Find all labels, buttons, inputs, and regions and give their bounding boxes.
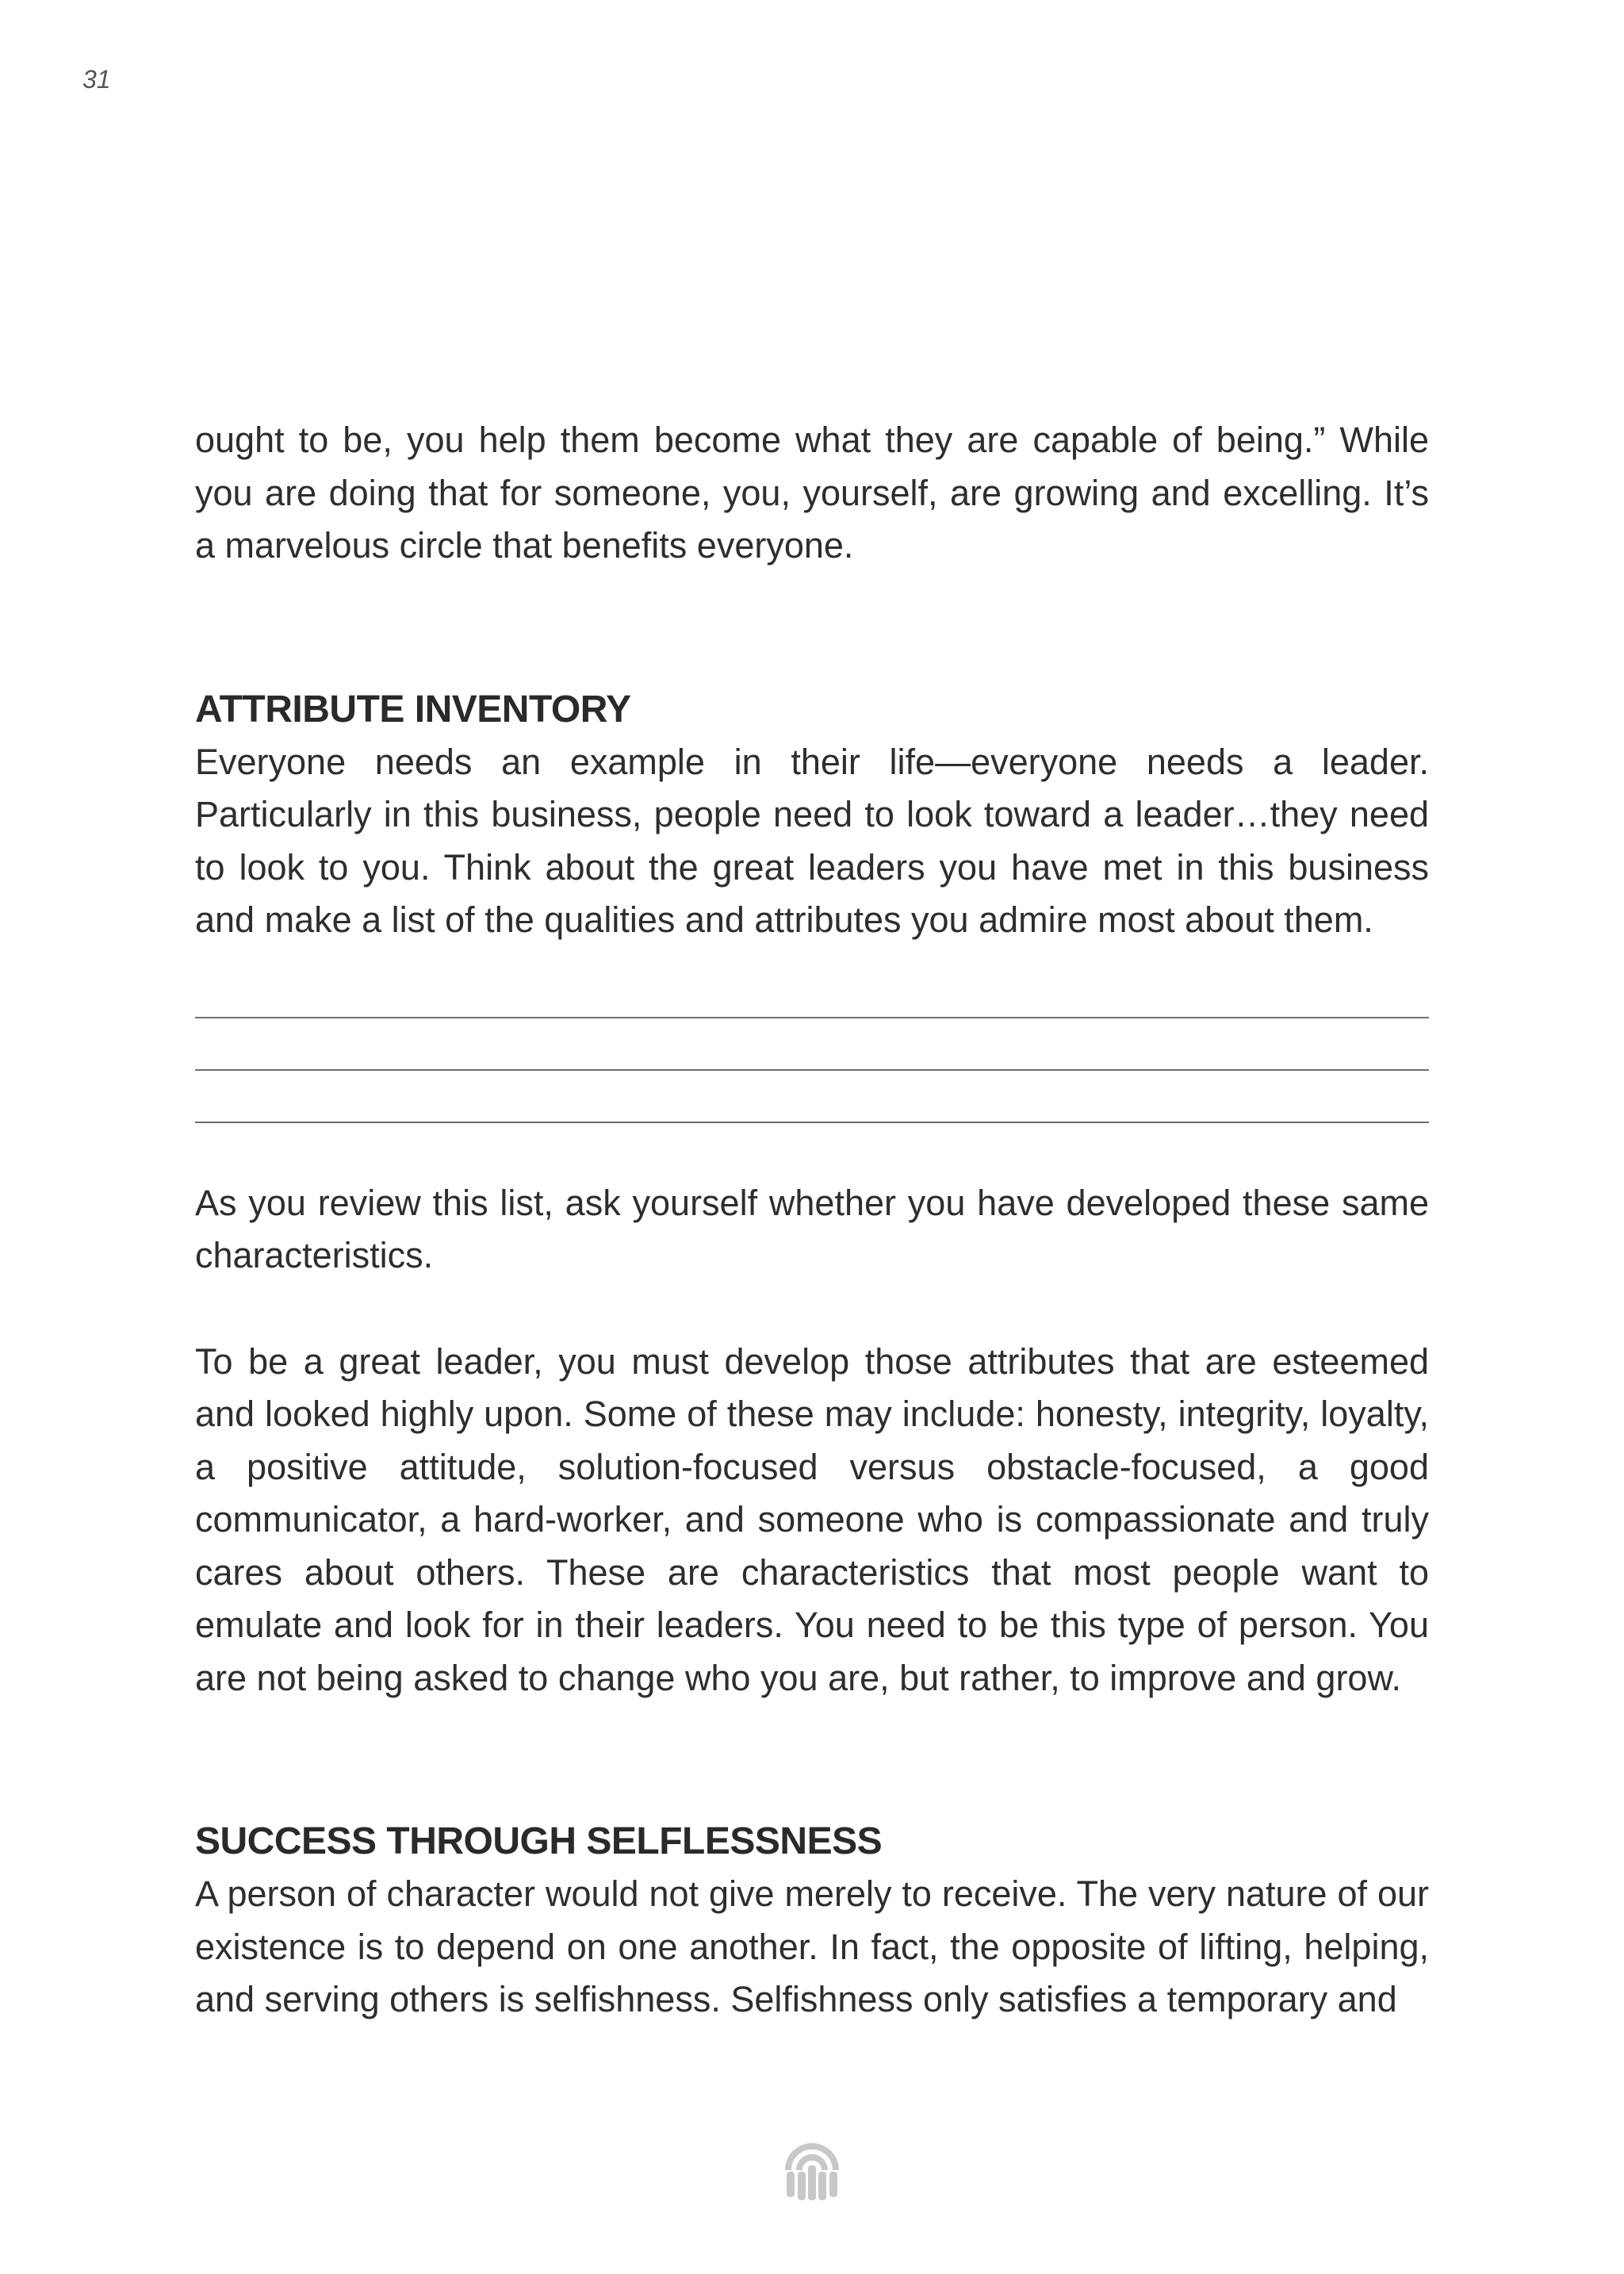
page-content — [195, 414, 1429, 2027]
attribute-inventory-paragraph: Everyone needs an example in their life—everyone needs a leader. Particularly in this business, people need to look toward a leader…they need to look to you. Think about the great leaders you have met in this business and make a list of the qualities and attributes you admire most about them. — [195, 741, 1429, 940]
write-in-line[interactable] — [195, 1018, 1429, 1071]
review-paragraph: As you review this list, ask yourself whether you have developed these same characteristics. — [195, 1182, 1429, 1275]
intro-paragraph: ought to be, you help them become what they are capable of being.” While you are doing that for someone, you, yourself, are growing and excelling. It’s a marvelous circle that benefits everyone. — [195, 420, 1429, 566]
selflessness-paragraph: A person of character would not give merely to receive. The very nature of our existence is to depend on one another. In fact, the opposite of lifting, helping, and serving others is selfishness. Selfishness only satisfies a temporary and — [195, 1873, 1429, 2019]
section-spacer — [195, 573, 1429, 684]
write-in-lines — [195, 966, 1429, 1123]
write-in-line[interactable] — [195, 966, 1429, 1018]
page-number: 31 — [82, 65, 111, 94]
leader-attributes-paragraph: To be a great leader, you must develop those attributes that are esteemed and looked highly upon. Some of these may include: honesty, integrity, loyalty, a positive attitude, solution-focused versus obstacle-focused, a good communicator, a hard-worker, and someone who is compassionate and truly cares about others. These are characteristics that most people want to emulate and look for in their leaders. You need to be this type of person. You are not being asked to change who you are, but rather, to improve and grow. — [195, 1340, 1429, 1698]
success-through-selflessness-heading: SUCCESS THROUGH SELFLESSNESS — [195, 1820, 883, 1862]
section-spacer — [195, 1123, 1429, 1177]
section-spacer — [195, 1705, 1429, 1816]
attribute-inventory-heading: ATTRIBUTE INVENTORY — [195, 688, 631, 731]
paragraph-spacer — [195, 1283, 1429, 1336]
write-in-line[interactable] — [195, 1071, 1429, 1123]
brand-logo-icon — [779, 2138, 845, 2205]
